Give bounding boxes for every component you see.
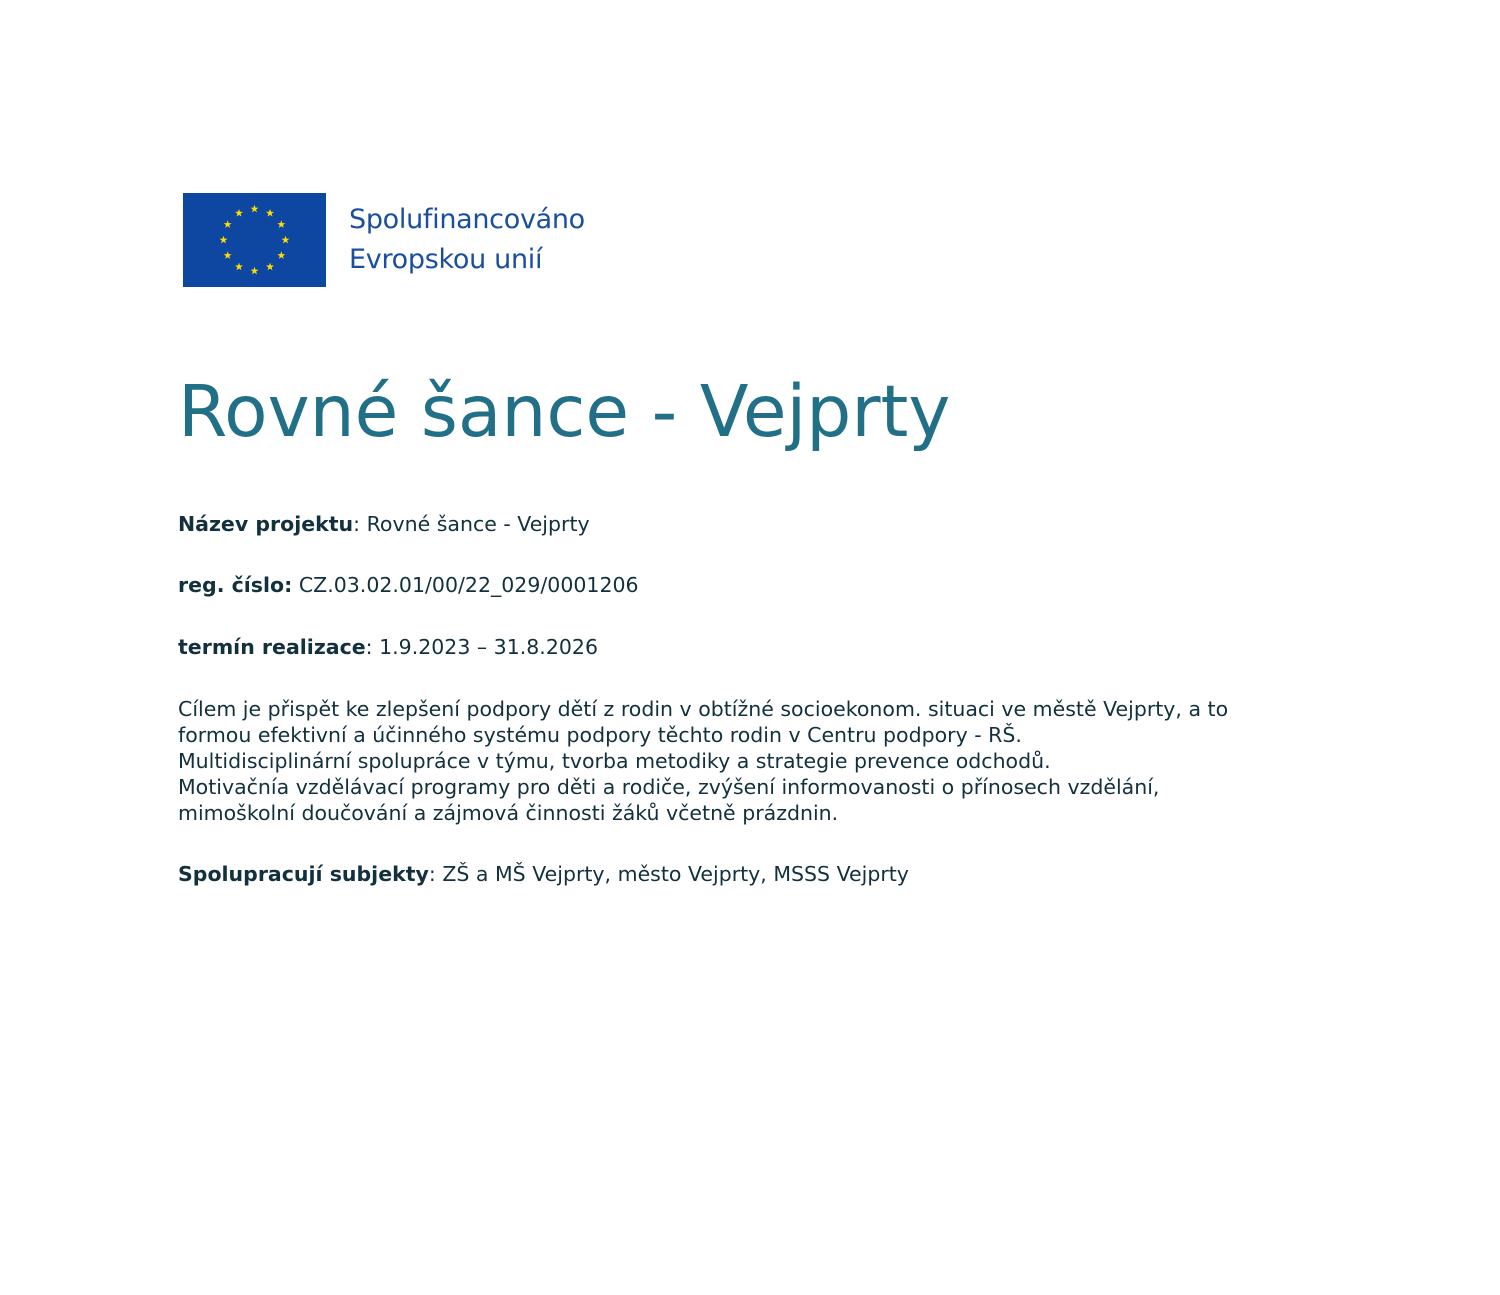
partners-separator: : xyxy=(428,862,443,886)
project-name-row xyxy=(178,511,590,537)
description-line: mimoškolní doučování a zájmová činnosti žáků včetně prázdnin. xyxy=(178,801,839,825)
registration-number-label: reg. číslo: xyxy=(178,573,293,597)
project-description xyxy=(178,696,1338,826)
page-title: Rovné šance - Vejprty xyxy=(178,370,951,453)
implementation-period-label: termín realizace xyxy=(178,635,366,659)
description-line: Multidisciplinární spolupráce v týmu, tvorba metodiky a strategie prevence odchodů. xyxy=(178,749,1051,773)
project-name-separator: : xyxy=(353,512,367,536)
project-name-value: Rovné šance - Vejprty xyxy=(366,512,590,536)
description-line: formou efektivní a účinného systému podpory těchto rodin v Centru podpory - RŠ. xyxy=(178,723,1022,747)
registration-number-row xyxy=(178,572,639,598)
implementation-period-row xyxy=(178,634,598,660)
eu-cofunding-logo xyxy=(183,193,585,287)
eu-flag-icon xyxy=(183,193,326,287)
implementation-period-separator: : xyxy=(365,635,380,659)
partners-value: ZŠ a MŠ Vejprty, město Vejprty, MSSS Vejprty xyxy=(442,862,909,886)
partners-row xyxy=(178,861,909,887)
registration-number-value: CZ.03.02.01/00/22_029/0001206 xyxy=(298,573,639,597)
partners-label: Spolupracují subjekty xyxy=(178,862,429,886)
eu-logo-line2: Evropskou unií xyxy=(349,244,543,275)
implementation-period-value: 1.9.2023 – 31.8.2026 xyxy=(379,635,598,659)
description-line: Motivačnía vzdělávací programy pro děti a rodiče, zvýšení informovanosti o přínosech vzdělání, xyxy=(178,775,1160,799)
eu-logo-text xyxy=(349,200,585,280)
project-name-label: Název projektu xyxy=(178,512,354,536)
description-line: Cílem je přispět ke zlepšení podpory dětí z rodin v obtížné socioekonom. situaci ve městě Vejprty, a to xyxy=(178,697,1229,721)
eu-logo-line1: Spolufinancováno xyxy=(349,204,585,235)
